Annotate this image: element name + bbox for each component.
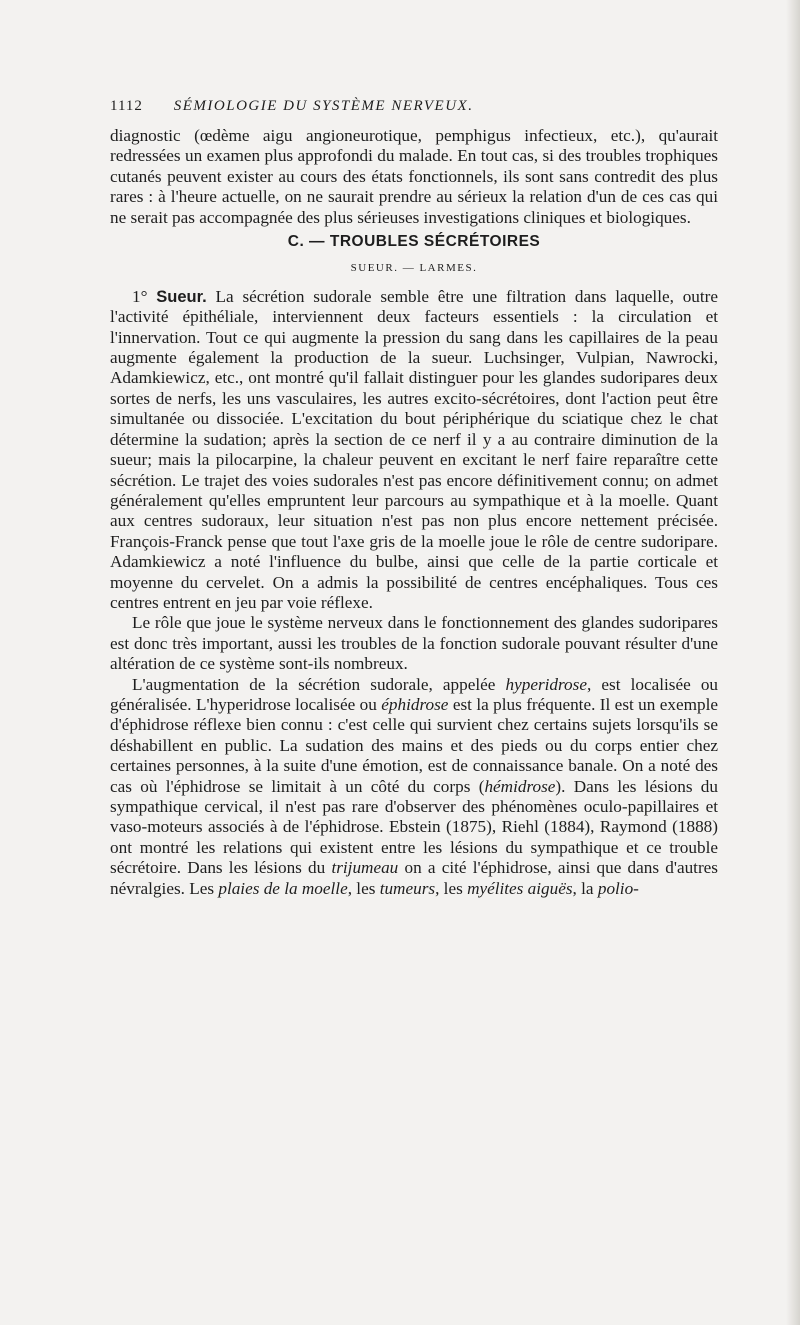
running-title: SÉMIOLOGIE DU SYSTÈME NERVEUX.	[173, 98, 474, 114]
text-run: , les	[435, 878, 468, 898]
section-title: C. — TROUBLES SÉCRÉTOIRES	[287, 233, 541, 251]
sweat-paragraph-1	[110, 287, 718, 614]
sweat-text-1: La sécrétion sudorale semble être une filtration dans laquelle, outre l'activité épithéliale, interviennent deux facteurs essentiels : la circulation et l'innervation. Tout ce qui augmente la pression du sang dans les capillaires de la peau augmente également la production de la sueur. Luchsinger, Vulpian, Nawrocki, Adamkiewicz, etc., ont montré qu'il fallait distinguer pour les glandes sudoripares deux sortes de nerfs, les uns vasculaires, les autres excito-sécrétoires, dont l'action peut être simultanée ou dissociée. L'excitation du bout périphérique du sciatique chez le chat détermine la sudation; après la section de ce nerf il y a au contraire diminution de la sueur; mais la pilocarpine, la chaleur peuvent en excitant le nerf faire reparaître cette sécrétion. Le trajet des voies sudorales n'est pas encore définitivement connu; on admet généralement qu'elles empruntent leur parcours au sympathique et à la moelle. Quant aux centres sudoraux, leur situation n'est pas non plus encore nettement précisée. François-Franck pense que tout l'axe gris de la moelle joue le rôle de centre sudoripare. Adamkiewicz a noté l'influence du bulbe, ainsi que celle de la partie corticale et moyenne du cervelet. On a admis la possibilité de centres encéphaliques. Tous ces centres entrent en jeu par voie réflexe.	[110, 286, 719, 612]
text-run: , les	[347, 878, 380, 898]
term-myelites: myélites aiguës	[467, 878, 573, 898]
sweat-paragraph-2: Le rôle que joue le système nerveux dans le fonctionnement des glandes sudoripares est donc très important, aussi les troubles de la fonction sudorale pouvant résulter d'une altération de ce système sont-ils nombreux.	[110, 613, 718, 674]
term-ephidrose: éphidrose	[381, 694, 449, 714]
intro-paragraph: diagnostic (œdème aigu angioneurotique, pemphigus infectieux, etc.), qu'aurait redressées un examen plus approfondi du malade. En tout cas, si des troubles trophiques cutanés peuvent exister au cours des états fonctionnels, ils sont sans contredit des plus rares : à l'heure actuelle, on ne saurait prendre au sérieux la relation d'un de ces cas qui ne serait pas accompagnée des plus sérieuses investigations cliniques et biologiques.	[110, 126, 718, 227]
text-run: ). Dans les lésions du sympathique cervical, il n'est pas rare d'observer des phénomènes oculo-papillaires et vaso-moteurs associés à de l'éphidrose. Ebstein (1875), Riehl (1884), Raymond (1888) ont montré les relations qui existent entre les lésions du sympathique et ce trouble sécrétoire. Dans les lésions du	[110, 776, 718, 878]
running-header	[110, 97, 710, 115]
page-body	[110, 126, 718, 899]
term-plaies: plaies de la moelle	[218, 878, 348, 898]
text-run: on a cité l'éphidrose, ainsi que dans d'autres névralgies. Les	[110, 858, 718, 898]
term-tumeurs: tumeurs	[379, 878, 436, 898]
text-run: , la	[572, 878, 598, 898]
sweat-paragraph-3	[110, 675, 718, 899]
sweat-number: 1°	[132, 286, 148, 306]
text-run: , est localisée ou généralisée. L'hyperidrose localisée ou	[110, 674, 719, 714]
page-edge-shadow	[786, 0, 800, 1325]
sweat-heading: Sueur.	[156, 287, 207, 306]
page-number: 1112	[110, 98, 143, 114]
text-run: L'augmentation de la sécrétion sudorale, appelée	[132, 674, 506, 694]
term-polio: polio-	[597, 878, 639, 898]
term-hyperidrose: hyperidrose	[505, 674, 587, 694]
term-hemidrose: hémidrose	[484, 776, 556, 796]
section-subheading: SUEUR. — LARMES.	[350, 262, 478, 275]
text-run: est la plus fréquente. Il est un exemple d'éphidrose réflexe bien connu : c'est celle qui survient chez certains sujets lorsqu'ils se déshabillent en public. La sudation des mains et des pieds ou du corps entier chez certaines personnes, à la suite d'une émotion, est de connaissance banale. On a noté des cas où l'éphidrose se limitait à un côté du corps (	[110, 694, 718, 796]
term-trijumeau: trijumeau	[331, 858, 399, 878]
